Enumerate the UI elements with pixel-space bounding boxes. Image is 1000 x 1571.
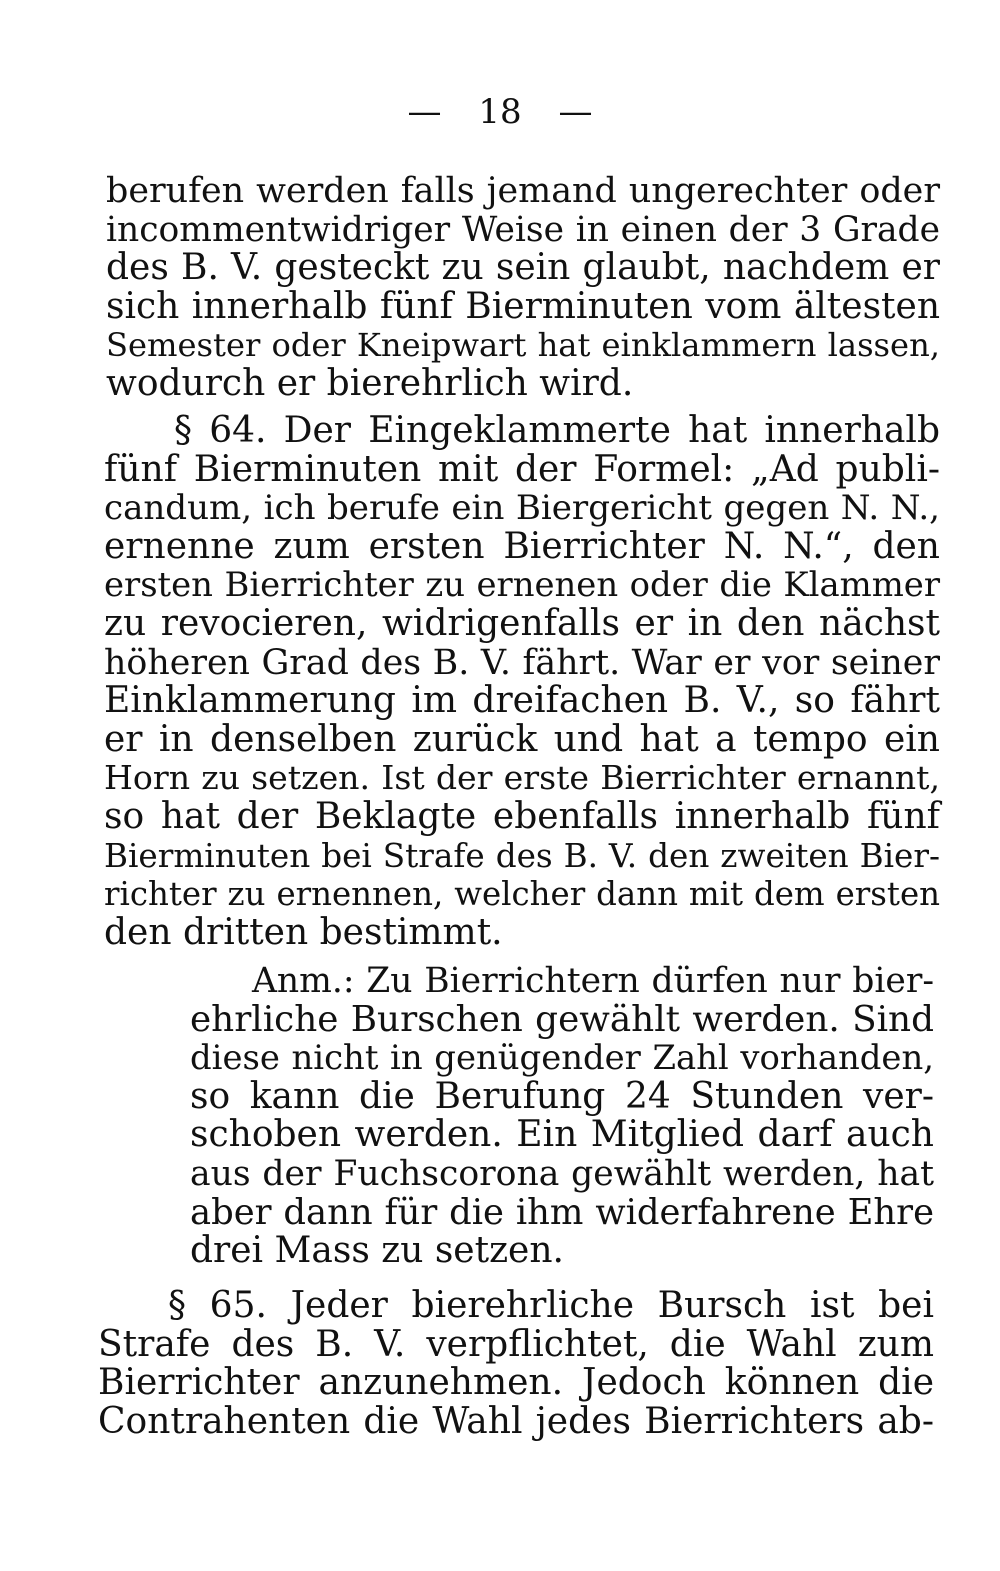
text-line: richter zu ernennen, welcher dann mit dem ersten xyxy=(104,875,940,914)
text-line: § 64. Der Eingeklammerte hat innerhalb xyxy=(174,410,940,451)
paragraph-continuation xyxy=(106,172,940,404)
text-line: candum, ich berufe ein Biergericht gegen N. N., xyxy=(104,488,940,529)
text-line: so hat der Beklagte ebenfalls innerhalb fünf xyxy=(104,795,940,837)
text-line: Bierminuten bei Strafe des B. V. den zweiten Bier- xyxy=(104,836,940,875)
page-number-header xyxy=(0,92,1000,132)
text-line: sich innerhalb fünf Bierminuten vom ältesten xyxy=(106,285,940,327)
text-line: § 65. Jeder bierehrliche Bursch ist bei xyxy=(168,1285,934,1326)
text-line: Einklammerung im dreifachen B. V., so fährt xyxy=(104,680,940,722)
text-line: berufen werden falls jemand ungerechter oder xyxy=(106,171,940,211)
text-line: Strafe des B. V. verpflichtet, die Wahl zum xyxy=(98,1323,934,1365)
section-65 xyxy=(98,1287,934,1441)
text-line: aus der Fuchscorona gewählt werden, hat xyxy=(190,1153,934,1194)
text-line: Horn zu setzen. Ist der erste Bierrichter ernannt, xyxy=(104,758,940,798)
text-line: ersten Bierrichter zu ernenen oder die Klammer xyxy=(104,565,940,605)
text-line: schoben werden. Ein Mitglied darf auch xyxy=(190,1114,934,1156)
text-line: aber dann für die ihm widerfahrene Ehre xyxy=(190,1191,934,1233)
text-line: den dritten bestimmt. xyxy=(104,911,503,953)
text-line: ehrliche Burschen gewählt werden. Sind xyxy=(190,998,934,1040)
page-number-dash-right: — xyxy=(558,92,593,132)
page-number: 18 xyxy=(478,92,522,132)
text-line: Semester oder Kneipwart hat einklammern lassen, xyxy=(106,326,940,365)
text-line: wodurch er bierehrlich wird. xyxy=(106,362,634,404)
section-64 xyxy=(104,412,940,952)
annotation-note xyxy=(190,962,934,1271)
text-line: Contrahenten die Wahl jedes Bierrichters ab- xyxy=(98,1400,934,1442)
text-line: Anm.: Zu Bierrichtern dürfen nur bier- xyxy=(252,961,934,1001)
text-line: so kann die Berufung 24 Stunden ver- xyxy=(190,1075,934,1117)
text-line: fünf Bierminuten mit der Formel: „Ad publi- xyxy=(104,448,940,490)
text-line: er in denselben zurück und hat a tempo ein xyxy=(104,718,940,760)
page-number-dash-left: — xyxy=(407,92,442,132)
text-line: höheren Grad des B. V. fährt. War er vor seiner xyxy=(104,642,940,683)
text-line: drei Mass zu setzen. xyxy=(190,1230,564,1272)
text-line: diese nicht in genügender Zahl vorhanden, xyxy=(190,1038,934,1078)
text-line: zu revocieren, widrigenfalls er in den nächst xyxy=(104,602,940,644)
text-line: ernenne zum ersten Bierrichter N. N.“, den xyxy=(104,525,940,567)
text-line: Bierrichter anzunehmen. Jedoch können die xyxy=(98,1362,934,1404)
text-line: incommentwidriger Weise in einen der 3 Grade xyxy=(106,209,940,250)
text-line: des B. V. gesteckt zu sein glaubt, nachdem er xyxy=(106,247,940,289)
